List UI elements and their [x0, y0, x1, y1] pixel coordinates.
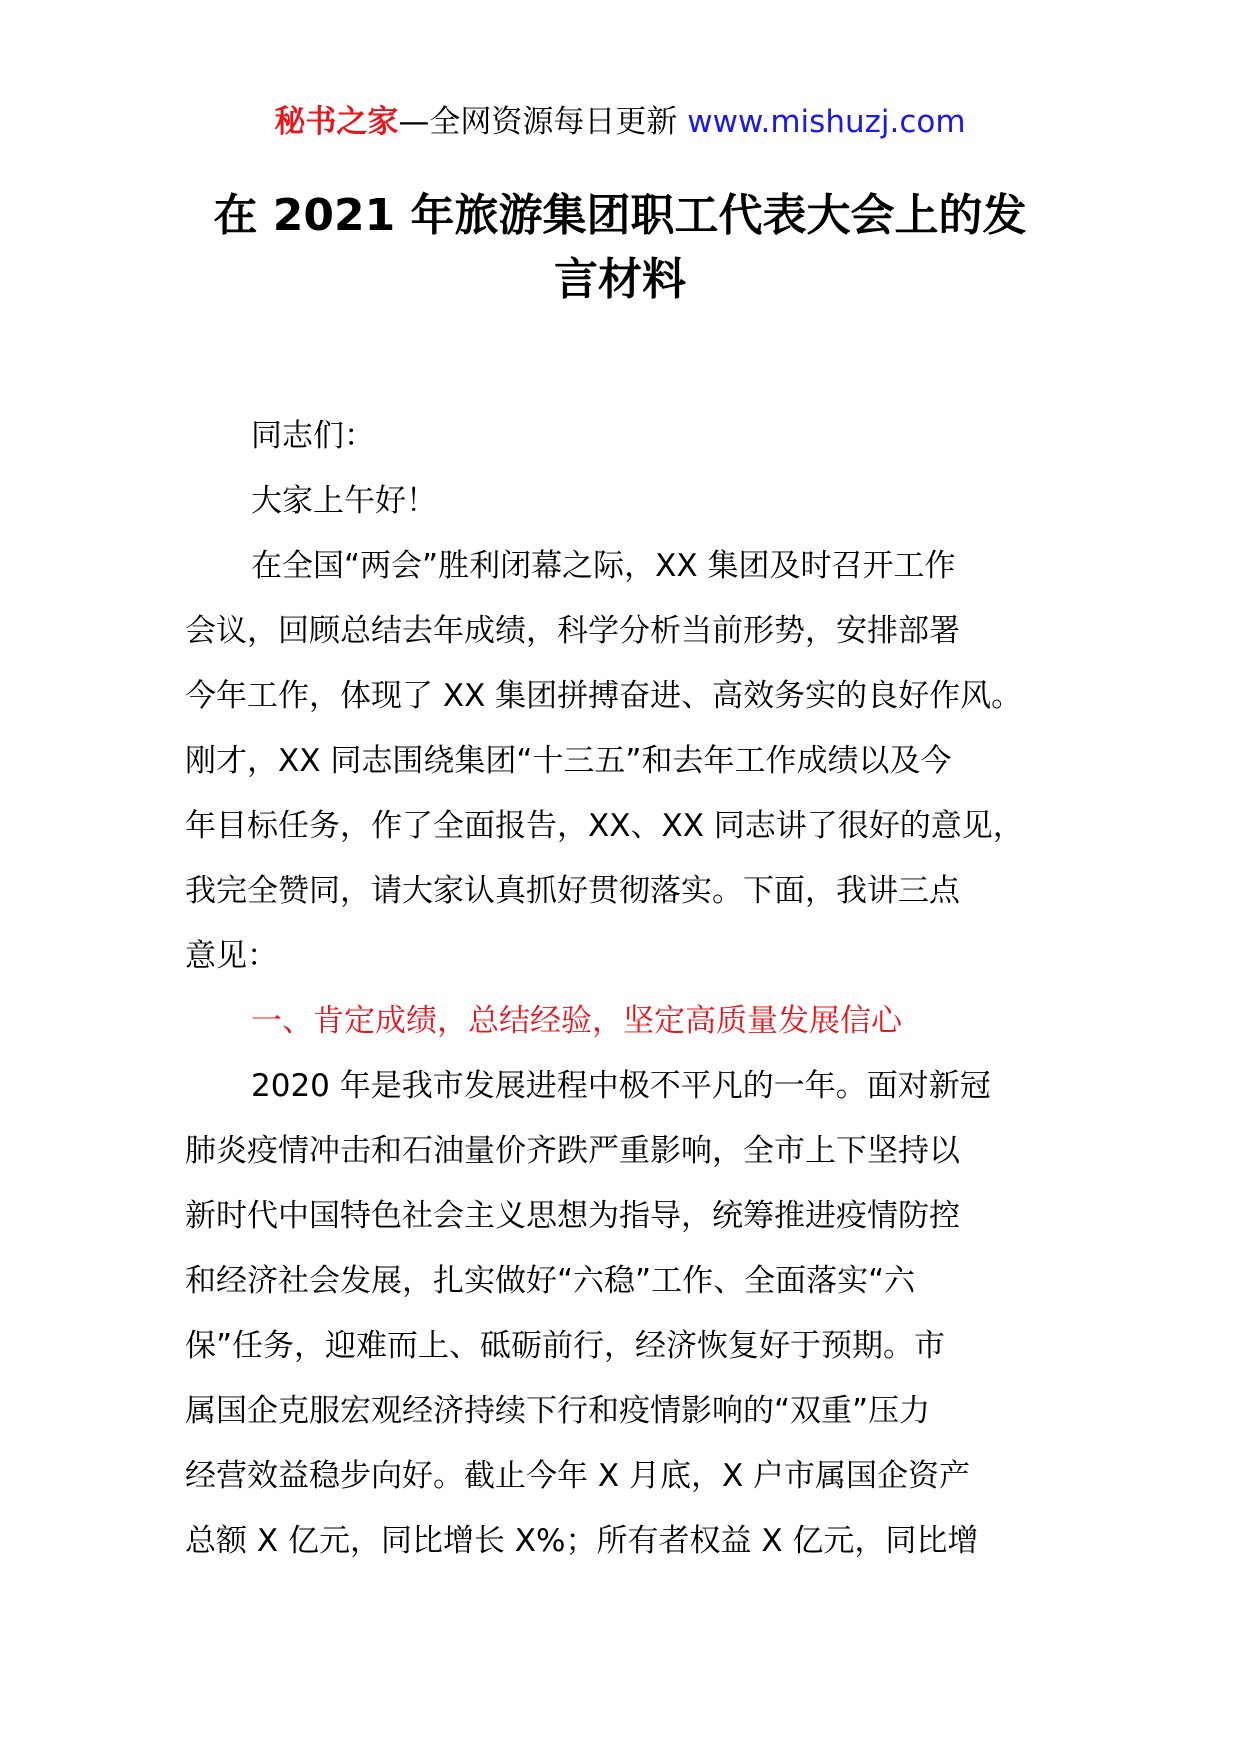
- intro-paragraph: [185, 534, 1075, 989]
- paragraph-line: 新时代中国特色社会主义思想为指导，统筹推进疫情防控: [185, 1198, 960, 1234]
- site-header: [0, 96, 1240, 148]
- paragraph-line: 会议，回顾总结去年成绩，科学分析当前形势，安排部署: [185, 613, 960, 649]
- site-url-link[interactable]: www.mishuzj.com: [687, 104, 966, 140]
- paragraph-line: 属国企克服宏观经济持续下行和疫情影响的“双重”压力: [185, 1393, 931, 1429]
- section-heading-text: 一、肯定成绩，总结经验，坚定高质量发展信心: [251, 1003, 902, 1039]
- greeting: 大家上午好！: [251, 483, 437, 519]
- paragraph-line: 刚才，XX 同志围绕集团“十三五”和去年工作成绩以及今: [185, 743, 952, 779]
- paragraph-line: 保”任务，迎难而上、砥砺前行，经济恢复好于预期。市: [185, 1328, 946, 1364]
- paragraph-line: 和经济社会发展，扎实做好“六稳”工作、全面落实“六: [185, 1263, 916, 1299]
- title-line: 在 2021 年旅游集团职工代表大会上的发: [213, 190, 1027, 241]
- site-brand: 秘书之家: [274, 104, 399, 140]
- paragraph-line: 年目标任务，作了全面报告，XX、XX 同志讲了很好的意见，: [185, 808, 1024, 844]
- section-paragraph: [185, 1054, 1075, 1574]
- title-line: 言材料: [554, 254, 686, 305]
- paragraph-line: 在全国“两会”胜利闭幕之际，XX 集团及时召开工作: [251, 548, 956, 584]
- document-body: [185, 404, 1075, 1574]
- paragraph-line: 肺炎疫情冲击和石油量价齐跌严重影响，全市上下坚持以: [185, 1133, 960, 1169]
- paragraph-line: 我完全赞同，请大家认真抓好贯彻落实。下面，我讲三点: [185, 873, 960, 909]
- section-heading: [185, 989, 1075, 1054]
- salutation-paragraph: [185, 404, 1075, 469]
- site-slogan: —全网资源每日更新: [398, 104, 688, 140]
- paragraph-line: 总额 X 亿元，同比增长 X%；所有者权益 X 亿元，同比增: [185, 1523, 979, 1559]
- paragraph-line: 意见：: [185, 938, 278, 974]
- document-title: [120, 184, 1120, 312]
- paragraph-line: 经营效益稳步向好。截止今年 X 月底，X 户市属国企资产: [185, 1458, 971, 1494]
- paragraph-line: 2020 年是我市发展进程中极不平凡的一年。面对新冠: [251, 1068, 991, 1104]
- salutation: 同志们：: [251, 418, 375, 454]
- greeting-paragraph: [185, 469, 1075, 534]
- paragraph-line: 今年工作，体现了 XX 集团拼搏奋进、高效务实的良好作风。: [185, 678, 1023, 714]
